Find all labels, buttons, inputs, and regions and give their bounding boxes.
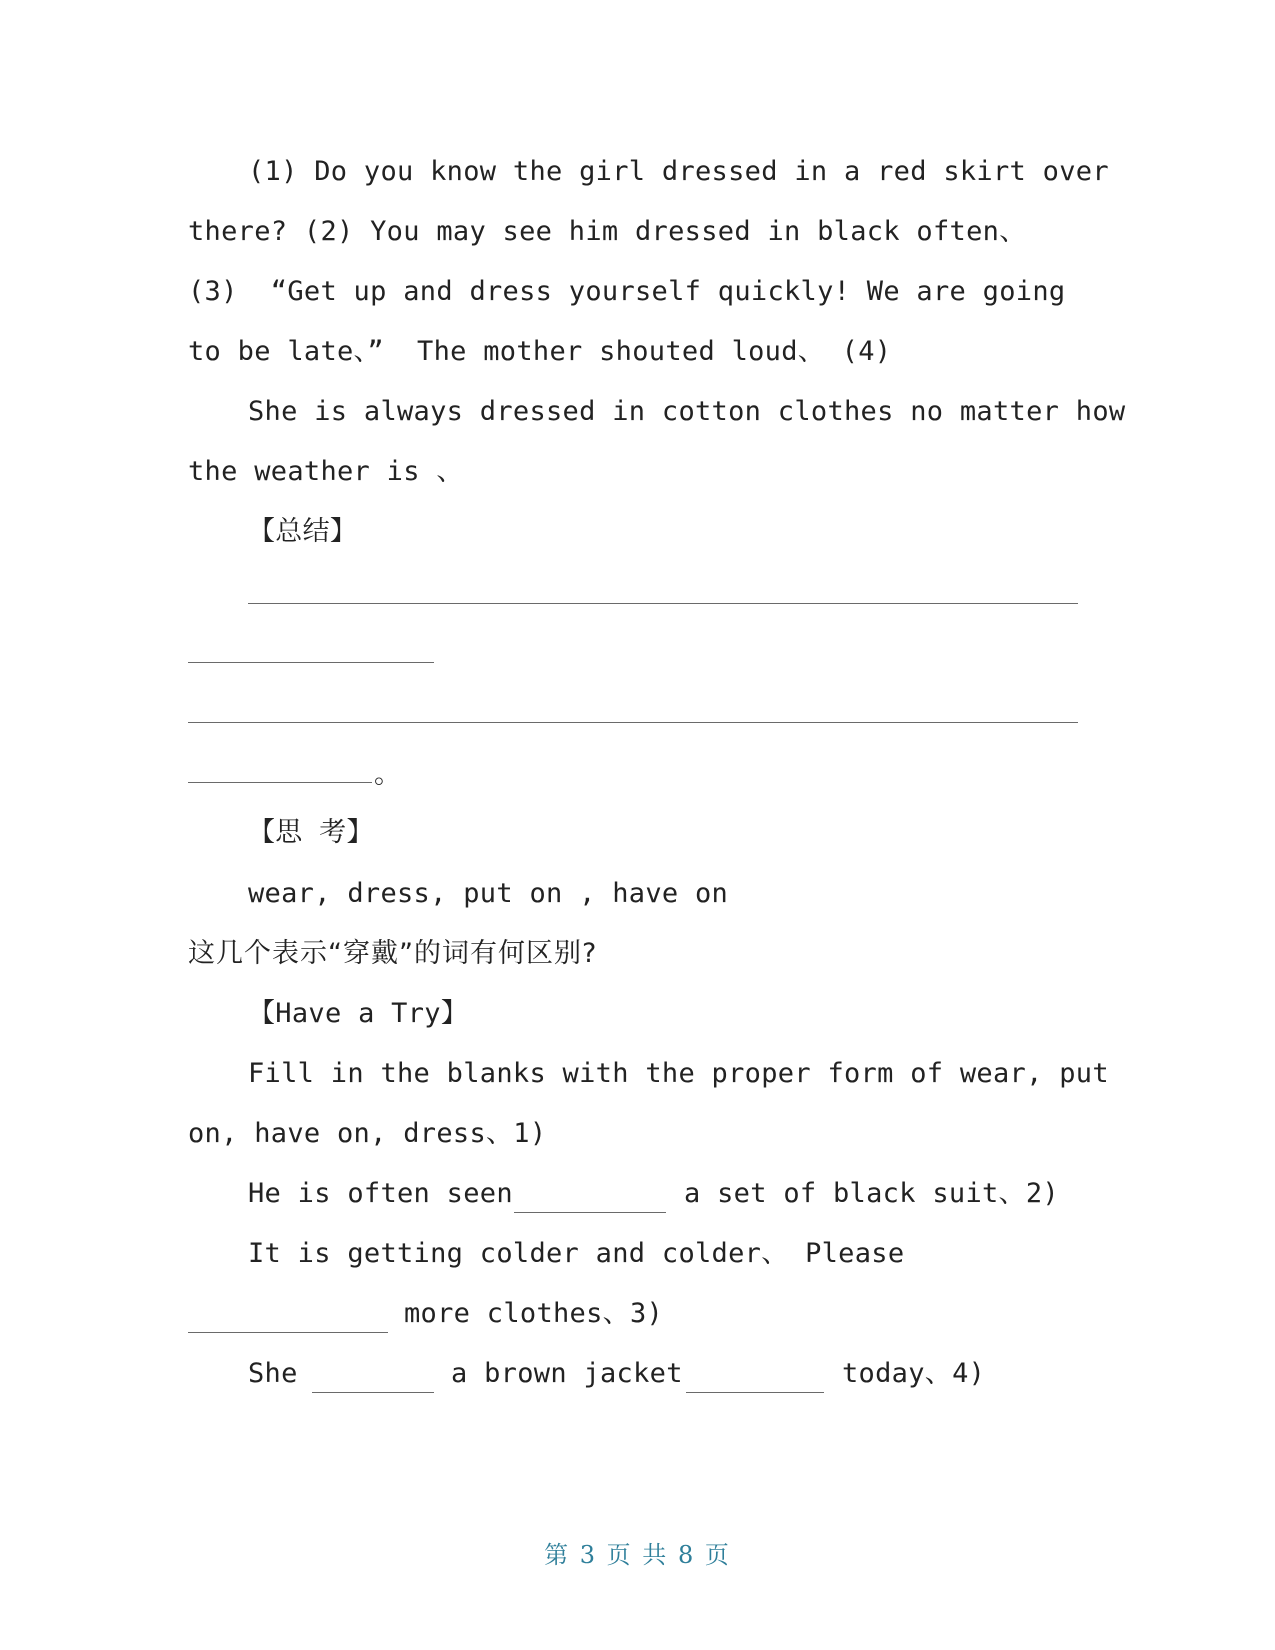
summary-heading: 【总结】 xyxy=(248,516,358,547)
summary-blank-line xyxy=(188,662,434,663)
summary-blank-line xyxy=(188,722,1078,723)
summary-blank-line xyxy=(248,603,1078,604)
answer-blank[interactable] xyxy=(686,1392,824,1393)
page-footer: 第 3 页 共 8 页 xyxy=(544,1541,731,1569)
question-text: It is getting colder and colder、 Please xyxy=(248,1238,905,1269)
try-heading: 【Have a Try】 xyxy=(248,998,469,1029)
thinking-words: wear, dress, put on , have on xyxy=(248,878,729,909)
thinking-heading: 【思 考】 xyxy=(248,817,374,848)
paragraph-line: (3) “Get up and dress yourself quickly! We are going xyxy=(188,276,1066,307)
question-text: today、4) xyxy=(842,1358,986,1389)
question-text: a set of black suit、2) xyxy=(684,1178,1059,1209)
summary-period: 。 xyxy=(374,759,402,790)
answer-blank[interactable] xyxy=(188,1332,388,1333)
answer-blank[interactable] xyxy=(312,1392,434,1393)
question-text: She xyxy=(248,1358,298,1389)
question-text: a brown jacket xyxy=(451,1358,683,1389)
answer-blank[interactable] xyxy=(514,1212,666,1213)
paragraph-line: (1) Do you know the girl dressed in a red skirt over xyxy=(248,156,1109,187)
thinking-question: 这几个表示“穿戴”的词有何区别? xyxy=(188,938,598,969)
question-text: more clothes、3) xyxy=(404,1298,664,1329)
try-instruction: Fill in the blanks with the proper form of wear, put xyxy=(248,1058,1109,1089)
paragraph-line: the weather is 、 xyxy=(188,456,464,487)
question-text: He is often seen xyxy=(248,1178,513,1209)
try-instruction: on, have on, dress、1) xyxy=(188,1118,547,1149)
paragraph-line: there? (2) You may see him dressed in black often、 xyxy=(188,216,1027,247)
paragraph-line: to be late、” The mother shouted loud、 (4) xyxy=(188,336,892,367)
summary-blank-line xyxy=(188,782,372,783)
paragraph-line: She is always dressed in cotton clothes no matter how xyxy=(248,396,1126,427)
